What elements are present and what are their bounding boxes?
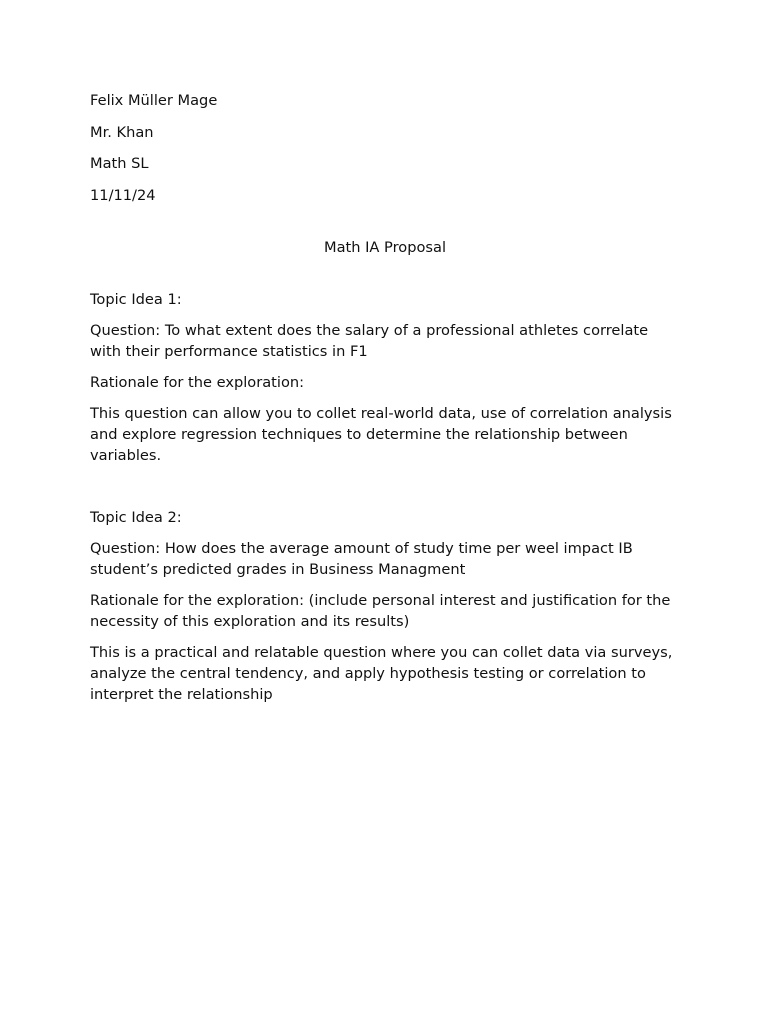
topic-question: Question: To what extent does the salary of a professional athletes correlate with their performance statistics in F1 (90, 321, 649, 360)
section-spacer (90, 476, 680, 507)
rationale-text: This question can allow you to collet real-world data, use of correlation analysis and explore regression techniques to determine the relationship between variables. (90, 404, 672, 464)
topic-heading: Topic Idea 1: (90, 290, 182, 308)
rationale-label: Rationale for the exploration: (90, 373, 305, 391)
rationale-text: This is a practical and relatable question where you can collet data via surveys, analyze the central tendency, and apply hypothesis testing or correlation to interpret the relationship (90, 643, 673, 703)
document-title: Math IA Proposal (323, 238, 447, 256)
teacher-name: Mr. Khan (90, 123, 154, 141)
rationale-label: Rationale for the exploration: (include personal interest and justification for the necessity of this exploration and its results) (90, 591, 671, 630)
topic-heading: Topic Idea 2: (90, 508, 182, 526)
document-date: 11/11/24 (90, 186, 156, 204)
topic-section-2 (90, 507, 680, 705)
student-name: Felix Müller Mage (90, 92, 218, 109)
topic-question: Question: How does the average amount of study time per weel impact IB student’s predicted grades in Business Managment (90, 539, 633, 578)
topic-section-1 (90, 289, 680, 466)
course-name: Math SL (90, 155, 149, 172)
document-page (90, 90, 680, 715)
